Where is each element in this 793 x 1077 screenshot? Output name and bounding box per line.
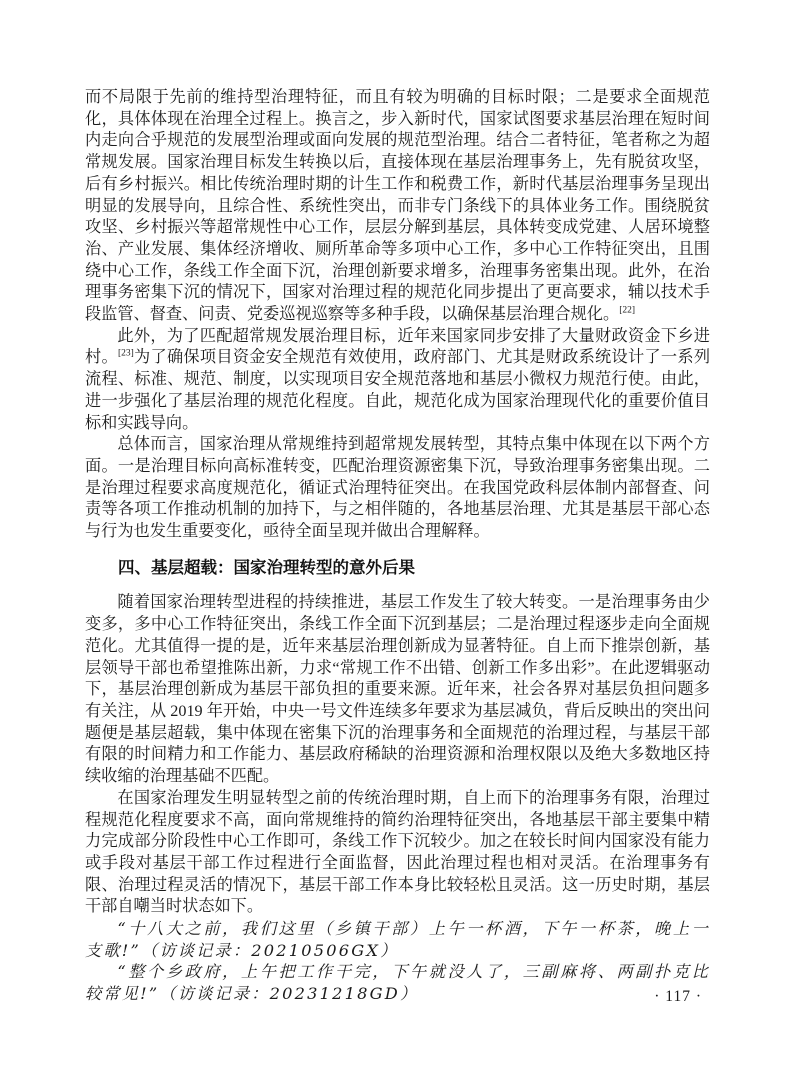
paragraph-text: 在国家治理发生明显转型之前的传统治理时期，自上而下的治理事务有限，治理过程规范化程度要求不高，面向常规维持的简约治理特征突出，各地基层干部主要集中精力完成部分阶段性中心工作即可，条线工作下沉较少。加之在较长时间内国家没有能力或手段对基层干部工作过程进行全面监督，因此治理过程也相对灵活。在治理事务有限、治理过程灵活的情况下，基层干部工作本身比较轻松且灵活。这一历史时期，基层干部自嘲当时状态如下。 [85,788,710,916]
footnote-ref-23: [23] [117,349,134,360]
paragraph-text: 而不局限于先前的维持型治理特征，而且有较为明确的目标时限；二是要求全面规范化，具体体现在治理全过程上。换言之，步入新时代，国家试图要求基层治理在短时间内走向合乎规范的发展型治理或面向发展的规范型治理。结合二者特征，笔者称之为超常规发展。国家治理目标发生转换以后，直接体现在基层治理事务上，先有脱贫攻坚，后有乡村振兴。相比传统治理时期的计生工作和税费工作，新时代基层治理事务呈现出明显的发展导向，且综合性、系统性突出，而非专门条线下的具体业务工作。围绕脱贫攻坚、乡村振兴等超常规性中心工作，层层分解到基层，具体转变成党建、人居环境整治、产业发展、集体经济增收、厕所革命等多项中心工作，多中心工作特征突出，且围绕中心工作，条线工作全面下沉，治理创新要求增多，治理事务密集出现。此外，在治理事务密集下沉的情况下，国家对治理过程的规范化同步提出了更高要求，辅以技术手段监管、督查、问责、党委巡视巡察等多种手段，以确保基层治理合规化。 [85,88,710,324]
paragraph-text: 总体而言，国家治理从常规维持到超常规发展转型，其特点集中体现在以下两个方面。一是治理目标向高标准转变，匹配治理资源密集下沉，导致治理事务密集出现。二是治理过程要求高度规范化，循证式治理特征突出。在我国党政科层体制内部督查、问责等各项工作推动机制的加持下，与之相伴随的，各地基层治理、尤其是基层干部心态与行为也发生重要变化，亟待全面呈现并做出合理解释。 [85,435,710,541]
footnote-ref-22: [22] [619,305,636,316]
paragraph-text: 为了确保项目资金安全规范有效使用，政府部门、尤其是财政系统设计了一系列流程、标准、规范、制度，以实现项目安全规范落地和基层小微权力规范行使。由此，进一步强化了基层治理的规范化程度。自此，规范化成为国家治理现代化的重要价值目标和实践导向。 [85,348,711,432]
paragraph-funding [85,326,710,435]
paragraph-traditional-period [85,788,710,918]
quote-text: “十八大之前，我们这里（乡镇干部）上午一杯酒，下午一杯茶，晚上一支歌!”（访谈记录：20210506GX） [85,919,710,960]
page-number: · 117 · [654,988,702,1005]
paragraph-continuation [85,87,710,326]
page-body [85,87,710,1005]
section-heading: 四、基层超载：国家治理转型的意外后果 [118,558,415,577]
paragraph-text: 此外，为了匹配超常规发展治理目标，近年来国家同步安排了大量财政资金下乡进村。 [85,326,710,367]
paragraph-transition [85,592,710,787]
paragraph-summary [85,434,710,543]
paragraph-text: 随着国家治理转型进程的持续推进，基层工作发生了较大转变。一是治理事务由少变多，多中心工作特征突出，条线工作全面下沉到基层；二是治理过程逐步走向全面规范化。尤其值得一提的是，近年来基层治理创新成为显著特征。自上而下推崇创新，基层领导干部也希望推陈出新，力求“常规工作不出错、创新工作多出彩”。在此逻辑驱动下，基层治理创新成为基层干部负担的重要来源。近年来，社会各界对基层负担问题多有关注，从 2019 年开始，中央一号文件连续多年要求为基层减负，背后反映出的突出问题便是基层超载，集中体现在密集下沉的治理事务和全面规范的治理过程，与基层干部有限的时间精力和工作能力、基层政府稀缺的治理资源和治理权限以及绝大多数地区持续收缩的治理基础不匹配。 [85,593,710,786]
interview-quote-1 [85,918,710,961]
quote-text: “整个乡政府，上午把工作干完，下午就没人了，三副麻将、两副扑克比较常见!”（访谈记录：20231218GD） [85,962,710,1004]
